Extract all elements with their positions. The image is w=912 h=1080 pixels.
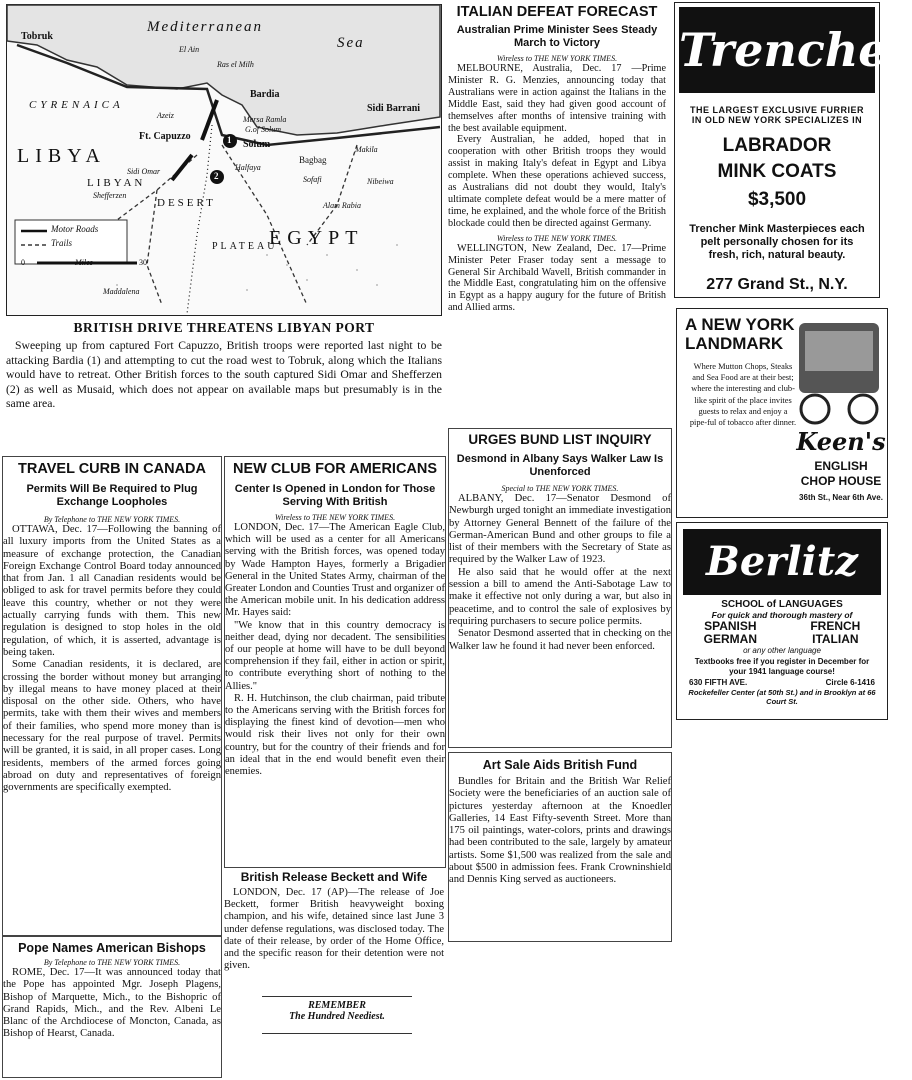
berlitz-logo: Berlitz xyxy=(683,529,881,595)
map-caption: Sweeping up from captured Fort Capuzzo, British troops were reported last night to be attacking Bardia (1) and attempting to cut the road west to Tobruk, along which the Italians would have to retreat. Other British forces to the south captured Sidi Omar and Shefferzen (2) as well as Musaid, which does not appear on available maps but presumably is in the same area. xyxy=(6,339,442,411)
italian-credit-1: Wireless to THE NEW YORK TIMES. xyxy=(496,54,618,63)
keens-ad xyxy=(676,308,888,518)
label-tobruk: Tobruk xyxy=(21,31,53,42)
beckett-headline: British Release Beckett and Wife xyxy=(240,870,428,884)
label-alam-rabia: Alam Rabia xyxy=(323,201,361,210)
frontier-line xyxy=(187,125,212,314)
label-sidi-barrani: Sidi Barrani xyxy=(367,103,421,114)
bund-p3: Senator Desmond asserted that in checking on the Walker law he found it had never been enforced. xyxy=(449,628,671,652)
trencher-ad xyxy=(674,2,912,298)
label-cyrenaica: CYRENAICA xyxy=(29,99,124,111)
berlitz-lang2: FRENCH xyxy=(810,619,861,633)
italian-subhead: Australian Prime Minister Sees Steady March to Victory xyxy=(456,24,658,49)
label-capuzzo: Ft. Capuzzo xyxy=(139,131,191,142)
label-egypt: EGYPT xyxy=(269,227,364,249)
travel-credit: By Telephone to THE NEW YORK TIMES. xyxy=(43,515,181,524)
label-azeiz: Azeiz xyxy=(157,111,174,120)
map-figure xyxy=(6,4,442,316)
club-headline: NEW CLUB FOR AMERICANS xyxy=(232,461,438,477)
marker-2-label: 2 xyxy=(214,171,219,181)
berlitz-languages xyxy=(677,620,887,646)
berlitz-school: SCHOOL of LANGUAGES xyxy=(721,599,843,610)
club-subhead: Center Is Opened in London for Those Serving With British xyxy=(234,483,436,508)
attack-arrow xyxy=(172,155,192,180)
pope-credit: By Telephone to THE NEW YORK TIMES. xyxy=(43,958,181,967)
beckett-article xyxy=(224,868,444,998)
travel-headline: TRAVEL CURB IN CANADA xyxy=(18,461,206,477)
italian-p3: WELLINGTON, New Zealand, Dec. 17—Prime Minister Peter Fraser today sent a message to General Sir Archibald Wavell, British commander in the Middle East, congratulating him on the offensive in Egypt as a happy augury for the future of British and Allied arms. xyxy=(448,242,666,314)
trencher-body: Trencher Mink Masterpieces each pelt personally chosen for its fresh, rich, natural beauty. xyxy=(689,223,865,261)
label-gulf: G.of Solum xyxy=(245,125,281,134)
label-bagbag: Bagbag xyxy=(299,155,327,165)
label-sofafi: Sofafi xyxy=(303,175,322,184)
new-club-article xyxy=(224,456,446,868)
label-shefferzen: Shefferzen xyxy=(93,191,127,200)
label-maddalena: Maddalena xyxy=(103,287,140,296)
label-libya: LIBYA xyxy=(17,145,106,167)
italian-credit-2: Wireless to THE NEW YORK TIMES. xyxy=(496,233,618,243)
keens-title xyxy=(685,315,795,353)
label-plateau: PLATEAU xyxy=(212,241,278,252)
berlitz-other: or any other language xyxy=(743,646,821,655)
travel-subhead: Permits Will Be Required to Plug Exchange Loopholes xyxy=(26,483,198,508)
pope-article xyxy=(2,936,222,1078)
label-sea: Mediterranean xyxy=(147,19,263,35)
art-sale-article xyxy=(448,752,672,942)
label-libyan: LIBYAN xyxy=(87,177,146,189)
trencher-product2: MINK COATS xyxy=(717,161,837,182)
attack-arrow xyxy=(202,100,217,140)
label-ras-el-milh: Ras el Milh xyxy=(217,60,254,69)
label-sidi-omar: Sidi Omar xyxy=(127,167,161,176)
map-headline: BRITISH DRIVE THREATENS LIBYAN PORT xyxy=(73,320,375,335)
club-p3: R. H. Hutchinson, the club chairman, paid tribute to the Americans serving with the British forces for displaying the finest kind of devotion—men who would risk their lives not only for their own country, but for the country of their friends and for an ideal that in the end would benefit even their enemies. xyxy=(225,692,445,778)
marker-1-label: 1 xyxy=(227,135,232,145)
label-mersa: Mersa Ramla xyxy=(243,115,287,124)
bund-credit: Special to THE NEW YORK TIMES. xyxy=(501,484,619,493)
label-desert: DESERT xyxy=(157,197,216,209)
berlitz-lang1: SPANISH xyxy=(704,619,757,633)
legend-trails: Trails xyxy=(51,238,73,248)
trencher-logo: Trencher xyxy=(679,7,875,93)
trencher-product1: LABRADOR xyxy=(722,135,832,156)
map-caption-block xyxy=(6,318,442,436)
berlitz-tagline: For quick and thorough mastery of xyxy=(711,610,853,620)
keens-name3: CHOP HOUSE xyxy=(800,474,882,488)
italian-defeat-article xyxy=(448,2,666,426)
bund-subhead: Desmond in Albany Says Walker Law Is Unenforced xyxy=(456,453,664,478)
bund-article xyxy=(448,428,672,748)
keens-address: 36th St., Near 6th Ave. xyxy=(799,493,883,502)
scale-miles: Miles xyxy=(75,258,93,267)
art-p1: Bundles for Britain and the British War Relief Society were the beneficiaries of an auction sale of pictures yesterday afternoon at the Knoedler Galleries, 14 East Fifty-seventh Street. More than 175 oil paintings, water-colors, prints and drawings had been contributed to the sale, largely by amateur artists. Some $1,500 was realized from the sale and about $500 in admission fees. Frank Crowninshield and Dennis King served as auctioneers. xyxy=(449,776,671,886)
italian-p1: MELBOURNE, Australia, Dec. 17 —Prime Minister R. G. Menzies, announcing today that Australians were in action against the Italians in the Middle East, said they had given good account of themselves after months of intensive training with the best available equipment. xyxy=(448,63,666,134)
bund-p2: He also said that he would offer at the next session a bill to amend the Anti-Sabotage Law to make it effective not only during a war, but also in peacetime, and to control the sale of explosives by requiring purchasers to secure police permits. xyxy=(449,566,671,627)
label-solum: Solum xyxy=(243,139,271,150)
berlitz-lang4: ITALIAN xyxy=(812,632,859,646)
keens-body: Where Mutton Chops, Steaks and Sea Food are at their best; where the interesting and club-like spirit of the place invites guests to relax and enjoy a pipe-ful of tobacco after dinner. xyxy=(689,362,797,428)
label-nibeiwa: Nibeiwa xyxy=(367,177,394,186)
berlitz-textbooks: Textbooks free if you register in December for your 1941 language course! xyxy=(694,657,870,676)
art-headline: Art Sale Aids British Fund xyxy=(482,758,638,772)
bund-p1: ALBANY, Dec. 17—Senator Desmond of Newburgh urged tonight an immediate investigation by Attorney General Bennett of the failure of the German-American Bund and other groups to file a list of their members with the Secretary of State as required by the Walker Law of 1923. xyxy=(449,493,671,566)
remember-line1: REMEMBER xyxy=(308,1000,366,1011)
berlitz-address2: Rockefeller Center (at 50th St.) and in Brooklyn at 66 Court St. xyxy=(688,688,876,706)
remember-line2: The Hundred Neediest. xyxy=(289,1011,385,1022)
label-sea2: Sea xyxy=(337,35,365,51)
club-p2: "We know that in this country democracy is neither dead, dying nor decadent. The sensibilities of our people at home will have to be dull beyond comprehension if they fail, either in action or spirit, to contribute everything short of nothing to the Allies." xyxy=(225,619,445,692)
label-halfaya: Halfaya xyxy=(235,163,261,172)
berlitz-phone: Circle 6-1416 xyxy=(825,678,875,687)
label-el-ain: El Ain xyxy=(179,45,200,54)
label-makila: Makila xyxy=(355,145,378,154)
trencher-price: $3,500 xyxy=(747,189,807,210)
keens-title-2: LANDMARK xyxy=(685,334,784,353)
label-bardia: Bardia xyxy=(250,89,280,100)
club-credit: Wireless to THE NEW YORK TIMES. xyxy=(274,513,396,522)
keens-name: Keen's xyxy=(796,427,886,456)
scale-thirty: 30 xyxy=(139,258,147,267)
club-p1: LONDON, Dec. 17—The American Eagle Club, which will be used as a center for all Americans serving with the British forces, was opened today by Wade Hampton Hayes, formerly a Brigadier General in the United States Army, chairman of the Greater London and Counties Trust and organizer of the American mobile unit. In his dedication address Mr. Hayes said: xyxy=(225,522,445,619)
italian-p2: Every Australian, he added, hoped that in cooperation with other British troops they would assist in making Italy's defeat in Egypt and Libya complete. When these operations achieved success, as Australians did not doubt they would, Italy's ultimate complete defeat would be a mere matter of time, he explained, and the whole force of the British blockade could then be directed against Germany. xyxy=(448,134,666,229)
remember-box xyxy=(262,996,412,1034)
pope-headline: Pope Names American Bishops xyxy=(18,941,206,955)
keens-title-1: A NEW YORK xyxy=(685,315,795,334)
travel-curb-article xyxy=(2,456,222,936)
trencher-line2: IN OLD NEW YORK SPECIALIZES IN xyxy=(691,115,863,125)
berlitz-ad xyxy=(676,522,888,720)
berlitz-lang3: GERMAN xyxy=(703,632,757,646)
trencher-line1: THE LARGEST EXCLUSIVE FURRIER xyxy=(689,105,864,115)
scale-zero: 0 xyxy=(21,258,25,267)
italian-headline: ITALIAN DEFEAT FORECAST xyxy=(456,4,658,20)
berlitz-address1: 630 FIFTH AVE. xyxy=(689,678,748,687)
travel-p2: Some Canadian residents, it is declared, are crossing the border without money but arranging by illegal means to have money placed at their disposal on the other side. Others, who have permits, take with them their wives and members of their families, who spend more money than is necessary for the real purpose of travel. Permits will be granted, it is said, in all proper cases. Long residents, members of the armed forces going abroad on duty and representatives of foreign governments are specifically exempted. xyxy=(3,659,221,794)
keens-name2: ENGLISH xyxy=(814,459,868,473)
carriage-illustration xyxy=(797,319,881,429)
travel-p1: OTTAWA, Dec. 17—Following the banning of all luxury imports from the United States as a measure of exchange protection, the Canadian Foreign Exchange Control Board today announced that from Jan. 1 all Canadian residents would be obliged to ask for travel permits before they could leave this country, whether or not they were actually carrying funds with them. This new regulation is designed to stop holes in the old regulation, of which, it is asserted, advantage is being taken. xyxy=(3,524,221,658)
legend-roads: Motor Roads xyxy=(51,224,99,234)
beckett-p1: LONDON, Dec. 17 (AP)—The release of Joe Beckett, former British heavyweight boxing champion, and his wife, detained since last June 3 under defense regulations, was disclosed today. The date of their release, by order of the Home Office, and the specific reason for their detention were not given. xyxy=(224,887,444,972)
pope-p1: ROME, Dec. 17—It was announced today that the Pope has appointed Mgr. Joseph Plagens, Bishop of Marquette, Mich., to the Bishopric of Grand Rapids, Mich., and the Rev. Albeni Le Blanc of the Archdiocese of Moncton, Canada, as Bishop of Hearst, Canada. xyxy=(3,967,221,1040)
trencher-address: 277 Grand St., N.Y. xyxy=(706,276,848,293)
bund-headline: URGES BUND LIST INQUIRY xyxy=(468,432,652,447)
